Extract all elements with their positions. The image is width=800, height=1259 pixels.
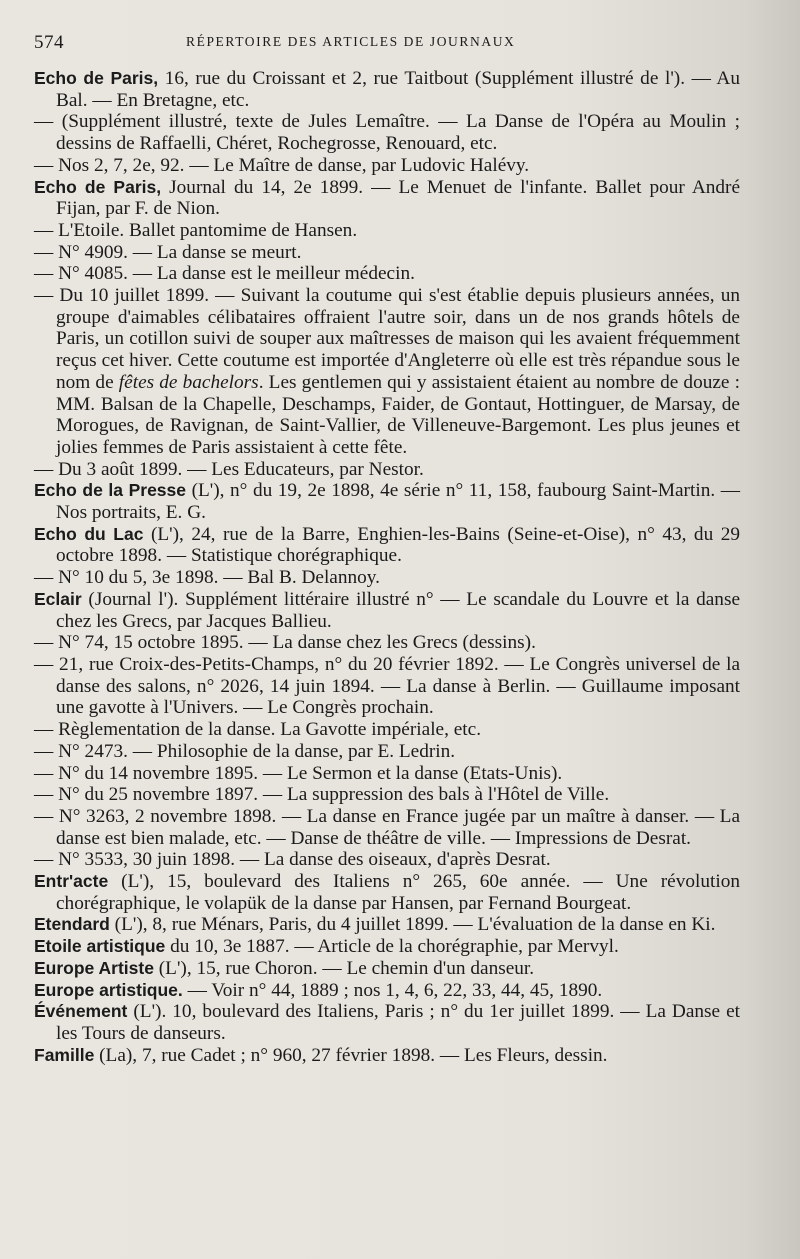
entry-text: — N° 10 du 5, 3e 1898. — Bal B. Delannoy.: [34, 567, 380, 589]
journal-name: Eclair: [34, 588, 82, 609]
entry-text: Journal du 14, 2e 1899. — Le Menuet de l'infante. Ballet pour André Fijan, par F. de Nion.: [56, 176, 741, 220]
entry-text: (La), 7, rue Cadet ; n° 960, 27 février 1898. — Les Fleurs, dessin.: [94, 1044, 608, 1066]
journal-entry: [34, 242, 740, 264]
entry-text: — N° du 25 novembre 1897. — La suppression des bals à l'Hôtel de Ville.: [34, 784, 610, 806]
journal-name: Entr'acte: [34, 871, 109, 892]
journal-entry: [34, 220, 740, 242]
entry-text: (L'), 15, boulevard des Italiens n° 265, 60e année. — Une révolution chorégraphique, le volapük de la danse par Hansen, par Fernand Bourgeat.: [56, 871, 740, 914]
entry-text: (L'), 8, rue Ménars, Paris, du 4 juillet 1899. — L'évaluation de la danse en Ki.: [109, 914, 716, 936]
journal-name: Europe artistique.: [34, 979, 183, 1000]
entry-text: — Du 10 juillet 1899. — Suivant la coutume qui s'est établie depuis plusieurs années, un groupe d'aimables célibataires offraient l'autre soir, dans un de nos grands hôtels de Paris, un cotillon suivi de souper aux maîtresses de maison qui les avaient fréquemment reçus cet hiver. Cette coutume est importée d'Angleterre où elle est très répandue sous le nom de: [34, 285, 740, 393]
page-header: [34, 28, 740, 54]
journal-name: Echo du Lac: [34, 523, 144, 544]
journal-entry: [34, 263, 740, 285]
journal-entry: [34, 958, 740, 980]
journal-entry: [34, 914, 740, 936]
entry-text: — N° 4909. — La danse se meurt.: [34, 241, 302, 263]
journal-name: Echo de Paris,: [34, 176, 162, 197]
running-title: RÉPERTOIRE DES ARTICLES DE JOURNAUX: [186, 34, 516, 49]
journal-entry: [34, 719, 740, 741]
journal-entry: [34, 68, 740, 111]
entry-text: (L'), n° du 19, 2e 1898, 4e série n° 11, 158, faubourg Saint-Martin. — Nos portraits, E. G.: [56, 480, 740, 524]
journal-entry: [34, 763, 740, 785]
entry-text: — L'Etoile. Ballet pantomime de Hansen.: [34, 219, 358, 241]
journal-name: Echo de Paris,: [34, 68, 159, 88]
entry-text: — N° 2473. — Philosophie de la danse, par E. Ledrin.: [34, 740, 456, 762]
entry-text: — N° 4085. — La danse est le meilleur médecin.: [34, 263, 415, 285]
journal-entry: [34, 459, 740, 481]
entry-text: (L'), 15, rue Choron. — Le chemin d'un danseur.: [153, 957, 535, 979]
journal-entry: [34, 784, 740, 806]
journal-entry: [34, 524, 740, 567]
page-number: 574: [34, 32, 64, 53]
entry-text: 16, rue du Croissant et 2, rue Taitbout (Supplément illustré de l'). — Au Bal. — En Bretagne, etc.: [56, 68, 740, 111]
entry-text: (L'), 24, rue de la Barre, Enghien-les-Bains (Seine-et-Oise), n° 43, du 29 octobre 1898. — Statistique chorégraphique.: [56, 523, 741, 567]
entry-text: — N° 3533, 30 juin 1898. — La danse des oiseaux, d'après Desrat.: [34, 849, 551, 871]
journal-entry: [34, 980, 740, 1002]
entry-text: — Règlementation de la danse. La Gavotte impériale, etc.: [34, 719, 482, 741]
entry-text: (Journal l'). Supplément littéraire illustré n° — Le scandale du Louvre et la danse chez les Grecs, par Jacques Ballieu.: [56, 588, 740, 632]
journal-entry: [34, 155, 740, 177]
entry-list: [34, 68, 740, 1066]
journal-name: Europe Artiste: [34, 957, 154, 978]
entry-text: — N° 74, 15 octobre 1895. — La danse chez les Grecs (dessins).: [34, 632, 536, 654]
journal-entry: [34, 177, 740, 220]
journal-name: Événement: [34, 1001, 128, 1022]
journal-entry: [34, 589, 740, 632]
journal-name: Famille: [34, 1044, 95, 1065]
journal-name: Echo de la Presse: [34, 480, 187, 501]
journal-name: Etendard: [34, 914, 110, 935]
entry-text: (L'). 10, boulevard des Italiens, Paris ; n° du 1er juillet 1899. — La Danse et les Tours de danseurs.: [56, 1001, 740, 1044]
entry-text: — 21, rue Croix-des-Petits-Champs, n° du 20 février 1892. — Le Congrès universel de la danse des salons, n° 2026, 14 juin 1894. — La danse à Berlin. — Guillaume imposant une gavotte à l'Univers. — Le Congrès prochain.: [34, 653, 740, 719]
journal-entry: [34, 285, 740, 459]
journal-entry: [34, 111, 740, 154]
journal-entry: [34, 1001, 740, 1044]
entry-text-continued: . Les gentlemen qui y assistaient étaient au nombre de douze : MM. Balsan de la Chapelle, Deschamps, Faider, de Gontaut, Hottinguer, de Marsay, de Morogues, de Ravignan, de Saint-Vallier, de Villeneuve-Bargemont. Les plus jeunes et jolies femmes de Paris assistaient à cette fête.: [56, 371, 740, 458]
journal-entry: [34, 741, 740, 763]
journal-entry: [34, 632, 740, 654]
entry-text: du 10, 3e 1887. — Article de la chorégraphie, par Mervyl.: [165, 936, 619, 958]
entry-text: — (Supplément illustré, texte de Jules Lemaître. — La Danse de l'Opéra au Moulin ; dessins de Raffaelli, Chéret, Rochegrosse, Renouard, etc.: [34, 111, 740, 155]
entry-text: — Nos 2, 7, 2e, 92. — Le Maître de danse, par Ludovic Halévy.: [34, 154, 530, 176]
journal-entry: [34, 567, 740, 589]
journal-entry: [34, 871, 740, 914]
journal-entry: [34, 654, 740, 719]
journal-entry: [34, 849, 740, 871]
journal-entry: [34, 1045, 740, 1067]
journal-entry: [34, 936, 740, 958]
journal-name: Etoile artistique: [34, 936, 166, 957]
entry-text: — Du 3 août 1899. — Les Educateurs, par Nestor.: [34, 458, 424, 480]
entry-text: — N° du 14 novembre 1895. — Le Sermon et la danse (Etats-Unis).: [34, 762, 563, 784]
journal-entry: [34, 480, 740, 523]
entry-text: — N° 3263, 2 novembre 1898. — La danse en France jugée par un maître à danser. — La danse est bien malade, etc. — Danse de théâtre de ville. — Impressions de Desrat.: [34, 805, 740, 849]
journal-entry: [34, 806, 740, 849]
entry-italic-text: fêtes de bachelors: [118, 371, 259, 393]
entry-text: — Voir n° 44, 1889 ; nos 1, 4, 6, 22, 33, 44, 45, 1890.: [182, 979, 603, 1001]
